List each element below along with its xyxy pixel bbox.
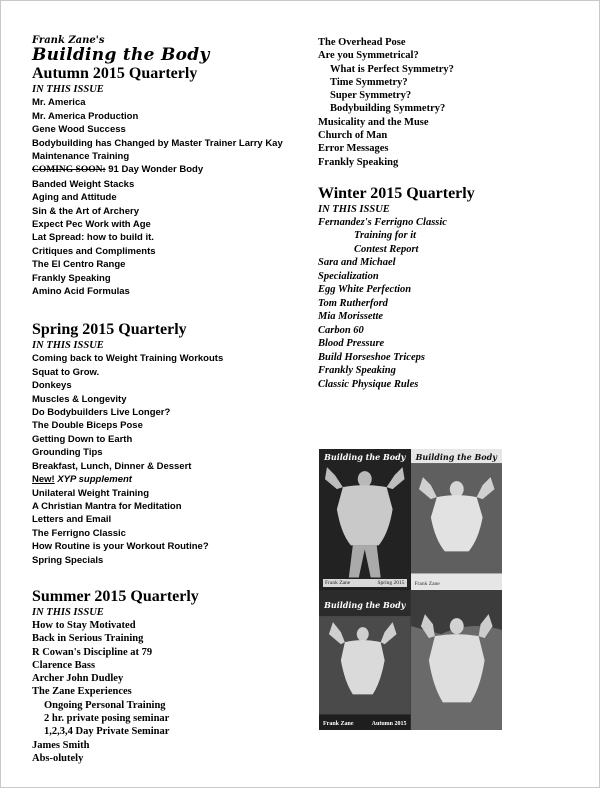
right-column bbox=[318, 36, 588, 391]
cover-3-footer bbox=[323, 721, 407, 727]
summer-item-1[interactable]: How to Stay Motivated bbox=[32, 619, 136, 631]
summer-item-8[interactable]: 2 hr. private posing seminar bbox=[44, 713, 170, 725]
section-winter bbox=[318, 184, 588, 392]
cover-spring-2015[interactable] bbox=[319, 449, 411, 590]
winter-item-3[interactable]: Contest Report bbox=[354, 243, 419, 255]
spring-item-1[interactable]: Coming back to Weight Training Workouts bbox=[32, 353, 224, 365]
cover-winter-2015[interactable] bbox=[411, 590, 503, 731]
winter-item-11[interactable]: Build Horseshoe Triceps bbox=[318, 351, 425, 363]
cover-1-title: Building the Body bbox=[324, 452, 406, 462]
summer-continued-item-9[interactable]: Error Messages bbox=[318, 143, 389, 155]
spring-after-item-1[interactable]: Unilateral Weight Training bbox=[32, 487, 150, 499]
summer-item-6[interactable]: The Zane Experiences bbox=[32, 686, 132, 698]
coming-soon-label: COMING SOON: bbox=[32, 165, 106, 176]
new-label: New! bbox=[32, 474, 55, 486]
summer-continued-item-5[interactable]: Super Symmetry? bbox=[330, 90, 412, 102]
cover-1-footer bbox=[323, 579, 407, 587]
brand-logo bbox=[32, 36, 302, 64]
winter-item-9[interactable]: Carbon 60 bbox=[318, 324, 364, 336]
autumn-after-item-7[interactable]: The El Centro Range bbox=[32, 259, 126, 271]
spring-list-continued bbox=[32, 487, 302, 567]
autumn-after-item-3[interactable]: Sin & the Art of Archery bbox=[32, 205, 139, 217]
winter-item-7[interactable]: Tom Rutherford bbox=[318, 297, 388, 309]
autumn-item-5[interactable]: Maintenance Training bbox=[32, 150, 130, 162]
spring-item-9[interactable]: Breakfast, Lunch, Dinner & Dessert bbox=[32, 460, 192, 472]
spring-item-6[interactable]: The Double Biceps Pose bbox=[32, 420, 143, 432]
spring-item-7[interactable]: Getting Down to Earth bbox=[32, 433, 133, 445]
summer-item-9[interactable]: 1,2,3,4 Day Private Seminar bbox=[44, 726, 170, 738]
bodybuilder-photo-icon bbox=[319, 590, 411, 731]
spring-item-3[interactable]: Donkeys bbox=[32, 380, 72, 392]
section-summer bbox=[32, 587, 302, 765]
summer-continued-item-2[interactable]: Are you Symmetrical? bbox=[318, 50, 419, 62]
cover-summer-2015[interactable] bbox=[411, 449, 503, 590]
section-spring bbox=[32, 320, 302, 567]
cover-2-title: Building the Body bbox=[415, 452, 497, 462]
autumn-after-item-9[interactable]: Amino Acid Formulas bbox=[32, 286, 130, 298]
coming-soon-text: 91 Day Wonder Body bbox=[105, 164, 204, 176]
summer-item-11[interactable]: Abs-olutely bbox=[32, 752, 84, 764]
cover-2-footer bbox=[415, 581, 499, 587]
new-text: XYP supplement bbox=[54, 474, 132, 486]
autumn-after-item-8[interactable]: Frankly Speaking bbox=[32, 272, 111, 284]
winter-item-4[interactable]: Sara and Michael bbox=[318, 257, 396, 269]
cover-3-season: Autumn 2015 bbox=[371, 721, 407, 727]
spring-item-4[interactable]: Muscles & Longevity bbox=[32, 393, 127, 405]
section-autumn bbox=[32, 64, 302, 298]
autumn-item-2[interactable]: Mr. America Production bbox=[32, 110, 139, 122]
bodybuilder-photo-icon bbox=[319, 449, 411, 590]
cover-3-author: Frank Zane bbox=[323, 721, 354, 727]
summer-item-4[interactable]: Clarence Bass bbox=[32, 659, 96, 671]
spring-item-2[interactable]: Squat to Grow. bbox=[32, 366, 100, 378]
left-column bbox=[32, 36, 302, 765]
summer-continued-item-10[interactable]: Frankly Speaking bbox=[318, 156, 399, 168]
summer-item-2[interactable]: Back in Serious Training bbox=[32, 633, 144, 645]
cover-2-author: Frank Zane bbox=[414, 580, 440, 587]
autumn-in-issue: IN THIS ISSUE bbox=[32, 84, 104, 96]
cover-collage bbox=[319, 449, 502, 730]
spring-heading: Spring 2015 Quarterly bbox=[32, 321, 187, 339]
summer-item-7[interactable]: Ongoing Personal Training bbox=[44, 699, 166, 711]
cover-1-season: Spring 2015 bbox=[377, 579, 405, 586]
autumn-item-3[interactable]: Gene Wood Success bbox=[32, 124, 126, 136]
spring-item-5[interactable]: Do Bodybuilders Live Longer? bbox=[32, 407, 171, 419]
bodybuilder-photo-icon bbox=[411, 590, 503, 731]
spring-list bbox=[32, 352, 302, 473]
winter-item-8[interactable]: Mia Morissette bbox=[318, 311, 384, 323]
winter-item-1[interactable]: Fernandez's Ferrigno Classic bbox=[318, 216, 447, 228]
winter-heading: Winter 2015 Quarterly bbox=[318, 184, 475, 202]
summer-continued-item-3[interactable]: What is Perfect Symmetry? bbox=[330, 63, 454, 75]
spring-after-item-5[interactable]: How Routine is your Workout Routine? bbox=[32, 541, 209, 553]
winter-list bbox=[318, 216, 588, 392]
winter-item-12[interactable]: Frankly Speaking bbox=[318, 365, 396, 377]
winter-item-10[interactable]: Blood Pressure bbox=[318, 338, 385, 350]
summer-continued-item-8[interactable]: Church of Man bbox=[318, 130, 388, 142]
cover-3-title: Building the Body bbox=[324, 599, 406, 610]
brand-sub: Frank Zane's bbox=[32, 35, 105, 46]
brand-title: Building the Body bbox=[32, 44, 210, 65]
summer-item-10[interactable]: James Smith bbox=[32, 739, 90, 751]
summer-list bbox=[32, 619, 302, 765]
summer-continued-item-6[interactable]: Bodybuilding Symmetry? bbox=[330, 103, 446, 115]
winter-item-6[interactable]: Egg White Perfection bbox=[318, 284, 412, 296]
summer-in-issue: IN THIS ISSUE bbox=[32, 606, 104, 618]
summer-heading: Summer 2015 Quarterly bbox=[32, 587, 199, 605]
summer-item-3[interactable]: R Cowan's Discipline at 79 bbox=[32, 646, 153, 658]
spring-after-item-3[interactable]: Letters and Email bbox=[32, 514, 112, 526]
summer-list-continued bbox=[318, 36, 588, 169]
coming-soon-item[interactable] bbox=[32, 163, 302, 177]
cover-autumn-2015[interactable] bbox=[319, 590, 411, 731]
autumn-heading: Autumn 2015 Quarterly bbox=[32, 65, 198, 83]
cover-1-author: Frank Zane bbox=[325, 579, 351, 586]
spring-after-item-4[interactable]: The Ferrigno Classic bbox=[32, 527, 126, 539]
autumn-list-continued bbox=[32, 178, 302, 299]
autumn-after-item-4[interactable]: Expect Pec Work with Age bbox=[32, 219, 151, 230]
bodybuilder-photo-icon bbox=[411, 449, 503, 590]
spring-item-8[interactable]: Grounding Tips bbox=[32, 447, 103, 459]
summer-continued-item-7[interactable]: Musicality and the Muse bbox=[318, 116, 429, 128]
summer-continued-item-4[interactable]: Time Symmetry? bbox=[330, 76, 408, 88]
winter-item-13[interactable]: Classic Physique Rules bbox=[318, 378, 419, 390]
autumn-after-item-6[interactable]: Critiques and Compliments bbox=[32, 245, 156, 257]
autumn-list bbox=[32, 96, 302, 163]
winter-in-issue: IN THIS ISSUE bbox=[318, 203, 390, 215]
autumn-item-1[interactable]: Mr. America bbox=[32, 97, 86, 109]
spring-in-issue: IN THIS ISSUE bbox=[32, 340, 104, 352]
winter-item-5[interactable]: Specialization bbox=[318, 270, 379, 282]
autumn-after-item-5[interactable]: Lat Spread: how to build it. bbox=[32, 232, 154, 244]
autumn-after-item-1[interactable]: Banded Weight Stacks bbox=[32, 178, 135, 190]
autumn-after-item-2[interactable]: Aging and Attitude bbox=[32, 192, 117, 204]
spring-after-item-2[interactable]: A Christian Mantra for Meditation bbox=[32, 500, 182, 512]
new-xyp-item[interactable] bbox=[32, 473, 302, 486]
autumn-item-4[interactable]: Bodybuilding has Changed by Master Trainer Larry Kay bbox=[32, 137, 283, 149]
summer-item-5[interactable]: Archer John Dudley bbox=[32, 673, 124, 685]
summer-continued-item-1[interactable]: The Overhead Pose bbox=[318, 37, 406, 48]
winter-item-2[interactable]: Training for it bbox=[354, 230, 417, 242]
spring-after-item-6[interactable]: Spring Specials bbox=[32, 554, 104, 566]
